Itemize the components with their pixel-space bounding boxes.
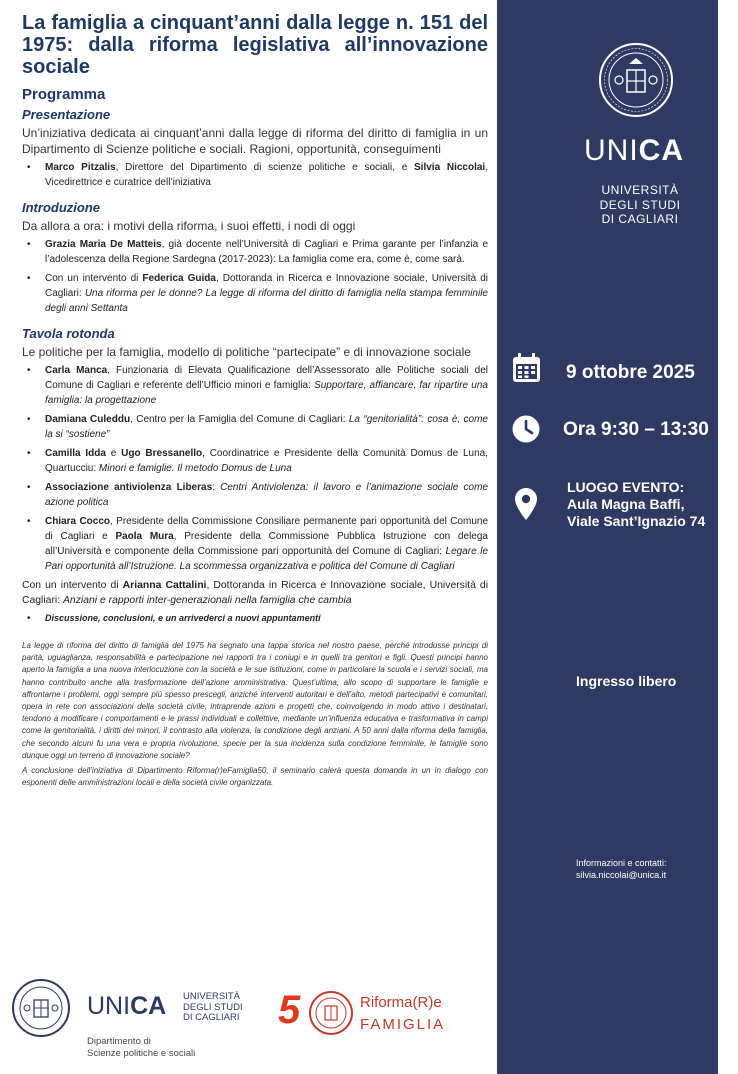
list-item: • Damiana Culeddu, Centro per la Famiglia del Comune di Cagliari: La “genitorialità”: cosa è, come la si “sostiene”: [22, 412, 488, 442]
event-time: Ora 9:30 – 13:30: [563, 419, 709, 440]
presentazione-list: [22, 160, 488, 190]
list-item: • Grazia Maria De Matteis, già docente nell’Università di Cagliari e Prima garante per l’infanzia e l’adolescenza della Regione Sardegna (2017-2023): La famiglia come era, come è, come sarà.: [22, 237, 488, 267]
university-name: UNIVERSITÀ DEGLI STUDI DI CAGLIARI: [599, 183, 681, 226]
list-item: • Associazione antiviolenza Liberas: Centri Antiviolenza: il lavoro e l’animazione sociale come azione politica: [22, 480, 488, 510]
footer-university-name: UNIVERSITÀ DEGLI STUDI DI CAGLIARI: [183, 991, 243, 1023]
calendar-icon: [512, 353, 541, 383]
free-entry-label: Ingresso libero: [576, 673, 677, 689]
list-item: • Chiara Cocco, Presidente della Commissione Consiliare permanente pari opportunità del Comune di Cagliari e Paola Mura, Presidente della Commissione Pubblica Istruzione con delega all’Università e componente della Commissione pari opportunità del Comune di Cagliari: Legare le Pari opportunità all’Istruzione. La scommessa organizzativa e politica del Comune di Cagliari: [22, 514, 488, 574]
contact-email[interactable]: silvia.niccolai@unica.it: [576, 870, 667, 880]
contact-info: Informazioni e contatti: silvia.niccolai@unica.it: [576, 858, 667, 880]
introduzione-heading: Introduzione: [22, 200, 100, 215]
tavola-list: [22, 363, 488, 574]
location-pin-icon: [515, 488, 537, 520]
list-item: • Con un intervento di Federica Guida, Dottoranda in Ricerca e Innovazione sociale, Università di Cagliari: Una riforma per le donne? La legge di riforma del diritto di famiglia nella stampa femminile degli anni Settanta: [22, 271, 488, 316]
tavola-heading: Tavola rotonda: [22, 326, 115, 341]
program-column: [22, 12, 488, 789]
riforma-logo-title: Riforma(R)e: [360, 994, 442, 1011]
riforma-logo-subtitle: FAMIGLIA: [360, 1016, 446, 1033]
event-date: 9 ottobre 2025: [566, 362, 695, 383]
italic-block: [22, 640, 488, 789]
riforma-seal-icon: [308, 990, 354, 1036]
introduzione-list: [22, 237, 488, 316]
italic-paragraph-2: A conclusione dell’iniziativa di Dipartimento Riforma(r)eFamiglia50, il seminario calerà questa domanda in un in dialogo con esponenti delle amministrazioni locali e della società civile organizzata.: [22, 766, 488, 788]
final-list: [22, 611, 488, 626]
university-seal-icon: [598, 42, 674, 118]
programma-heading: Programma: [22, 86, 106, 103]
list-item: • Carla Manca, Funzionaria di Elevata Qualificazione dell’Assessorato alle Politiche sociali del Comune di Cagliari e referente dell’Ufficio minori e famiglia: Supportare, affiancare, far ripartire una famiglia: la progettazione: [22, 363, 488, 408]
event-location: LUOGO EVENTO: Aula Magna Baffi, Viale Sant’Ignazio 74: [567, 479, 706, 529]
tavola-text: Le politiche per la famiglia, modello di politiche “partecipate” e di innovazione sociale: [22, 345, 471, 359]
riforma-logo-number: 5: [278, 988, 301, 1032]
footer-unica-logo: UNICA: [87, 992, 167, 1020]
presentazione-text: Un’iniziativa dedicata ai cinquant’anni dalla legge di riforma del diritto di famiglia in un Dipartimento di Scienze politiche e sociali. Ragioni, opportunità, conseguimenti: [22, 126, 488, 156]
list-item: • Marco Pitzalis, Direttore del Dipartimento di scienze politiche e sociali, e Silvia Niccolai, Vicedirettrice e curatrice dell’iniziativa: [22, 160, 488, 190]
list-item: • Camilla Idda e Ugo Bressanello, Coordinatrice e Presidente della Comunità Domus de Luna, Quartucciu: Minori e famiglie. Il metodo Domus de Luna: [22, 446, 488, 476]
italic-paragraph-1: La legge di riforma del diritto di famiglia del 1975 ha segnato una tappa storica nel nostro paese, perché introdusse principi di parità, uguaglianza, responsabilità e partecipazione nei rapporti tra i coniugi e in quelli tra genitori e figli. Questi principi hanno aperto la famiglia a una nuova interlocuzione con la società e le sue istituzioni, come in particolare la scuola e i servizi sociali, ma hanno contribuito anche alla trasformazione dell’azione amministrativa. Quest’ultima, allo scopo di supportare le famiglie e affrontarne i problemi, oggi sempre più spesso prescegli, anziché interventi autoritari e dell’alto, metodi partecipativi e comunitari, opera in rete con associazioni della società civile, intraprende azioni e progetti che, coinvolgendo in modo attivo i destinatari, tendono a modificare i comportamenti e le prassi individuali e collettive, mediante un’influenza educativa e trasformativa in campi come la genitorialità, i diritti dei minori, il contrasto alla violenza, la condizione degli anziani. A 50 anni dalla riforma della famiglia, che secondo alcuni fu una vera e propria rivoluzione, specie per la sua incidenza sulla condizione femminile, le famiglie sono dunque oggi un terreno di innovazione sociale?: [22, 641, 488, 760]
presentazione-heading: Presentazione: [22, 107, 111, 122]
unica-logo: UNICA: [584, 134, 685, 167]
introduzione-text: Da allora a ora: i motivi della riforma, i suoi effetti, i nodi di oggi: [22, 219, 356, 233]
clock-icon: [512, 415, 540, 443]
list-item: • Discussione, conclusioni, e un arrivederci a nuovi appuntamenti: [22, 611, 488, 626]
page-title: La famiglia a cinquant’anni dalla legge n. 151 del 1975: dalla riforma legislativa all’innovazione sociale: [22, 12, 488, 78]
footer-department: Dipartimento di Scienze politiche e sociali: [87, 1036, 196, 1059]
footer-university-seal-icon: [11, 978, 71, 1038]
cattalini-paragraph: Con un intervento di Arianna Cattalini, Dottoranda in Ricerca e Innovazione sociale, Università di Cagliari: Anziani e rapporti inter-generazionali nella famiglia che cambia: [22, 580, 489, 606]
